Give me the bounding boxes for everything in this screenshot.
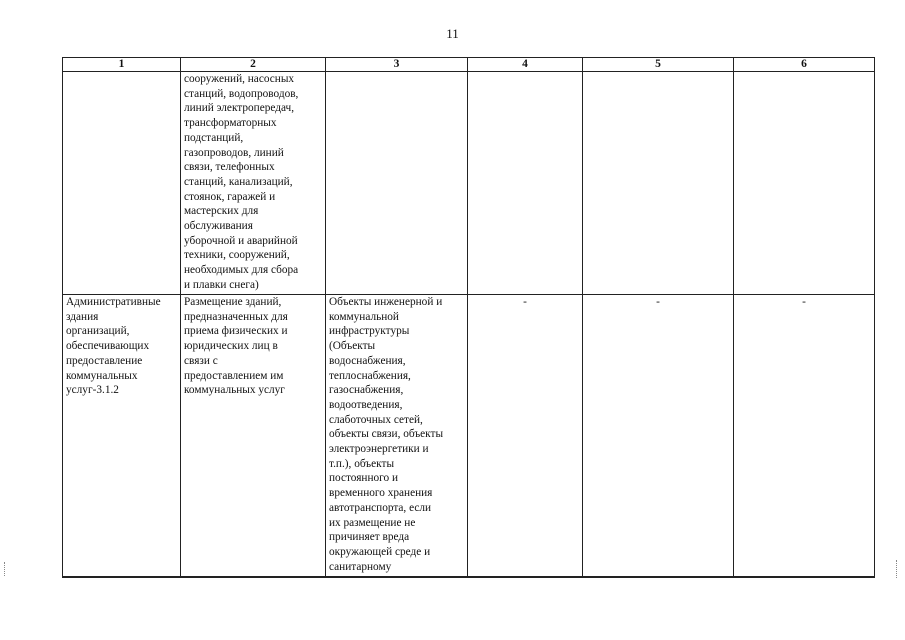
table-cell xyxy=(734,72,875,295)
page-number: 11 xyxy=(446,26,459,41)
table-row xyxy=(63,72,875,295)
table-cell xyxy=(468,295,583,577)
table-cell xyxy=(326,295,468,577)
table-row xyxy=(63,295,875,577)
table-cell xyxy=(181,72,326,295)
column-header-3: 3 xyxy=(326,58,468,72)
table-cell xyxy=(583,295,734,577)
cell-text: Объекты инженерной и коммунальной инфраструктуры (Объекты водоснабжения, теплоснабжения, газоснабжения, водоотведения, слаботочных сетей, объекты связи, объекты электроэнергетики и т.п.), объекты постоянного и временного хранения автотранспорта, если их размещение не причиняет вреда окружающей среде и санитарному xyxy=(329,296,444,573)
table-cell xyxy=(326,72,468,295)
table-cell xyxy=(468,72,583,295)
column-header-6: 6 xyxy=(734,58,875,72)
column-header-1: 1 xyxy=(63,58,181,72)
table-cell xyxy=(734,295,875,577)
column-header-2: 2 xyxy=(181,58,326,72)
table-cell xyxy=(181,295,326,577)
cell-text: - xyxy=(656,296,660,308)
cell-text: - xyxy=(802,296,806,308)
table-bottom-rule xyxy=(62,577,875,578)
cell-text: - xyxy=(523,296,527,308)
cell-text: Размещение зданий, предназначенных для приема физических и юридических лиц в связи с предоставлением им коммунальных услуг xyxy=(184,296,288,397)
document-table xyxy=(62,57,875,577)
table-cell xyxy=(63,72,181,295)
cell-text: сооружений, насосных станций, водопроводов, линий электропередач, трансформаторных подстанций, газопроводов, линий связи, телефонных станций, канализаций, стоянок, гаражей и мастерских для обслуживания уборочной и аварийной техники, сооружений, необходимых для сбора и плавки снега) xyxy=(184,73,299,291)
table-cell xyxy=(583,72,734,295)
scan-margin-mark-left xyxy=(4,562,9,576)
column-header-5: 5 xyxy=(583,58,734,72)
table-cell xyxy=(63,295,181,577)
scan-margin-mark-right xyxy=(896,560,901,578)
column-header-4: 4 xyxy=(468,58,583,72)
table-header-row xyxy=(63,58,875,72)
cell-text: Административные здания организаций, обеспечивающих предоставление коммунальных услуг-3.1.2 xyxy=(66,296,161,397)
